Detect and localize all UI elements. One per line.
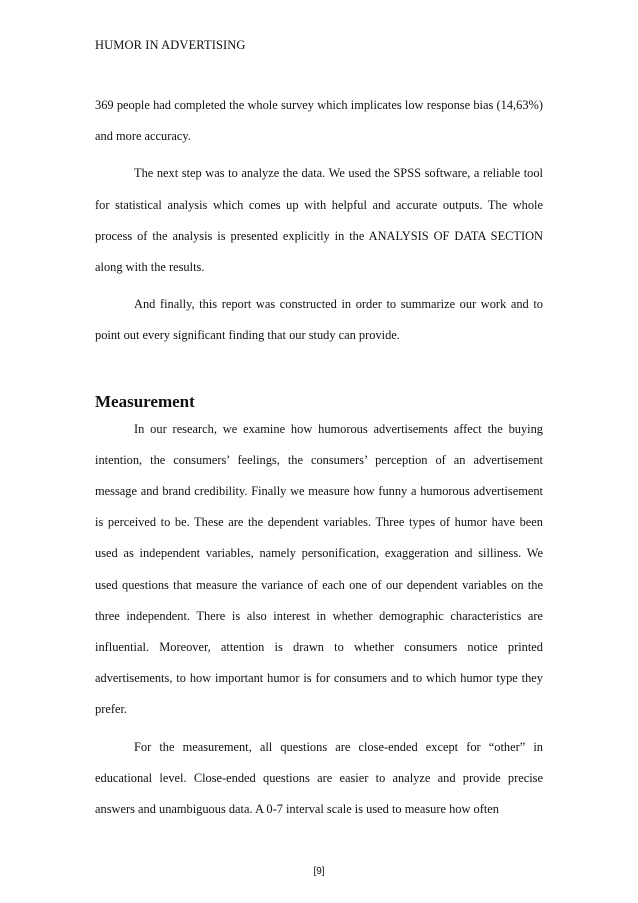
running-header: HUMOR IN ADVERTISING — [95, 38, 246, 52]
paragraph-measurement-variables: In our research, we examine how humorous advertisements affect the buying intention, the consumers’ feelings, the consumers’ perception of an advertisement message and brand credibility. Finally we measure how funny a humorous advertisement is perceived to be. These are the dependent variables. Three types of humor have been used as independent variables, namely personification, exaggeration and silliness. We used questions that measure the variance of each one of our dependent variables on the three independent. There is also interest in whether demographic characteristics are influential. Moreover, attention is drawn to whether consumers notice printed advertisements, to how important humor is for consumers and to which humor type they prefer. — [95, 421, 543, 717]
paragraph-report-summary: And finally, this report was constructed in order to summarize our work and to point out every significant finding that our study can provide. — [95, 297, 543, 343]
paragraph-data-analysis: The next step was to analyze the data. We used the SPSS software, a reliable tool for statistical analysis which comes up with helpful and accurate outputs. The whole process of the analysis is presented explicitly in the ANALYSIS OF DATA SECTION along with the results. — [95, 166, 543, 275]
section-heading-measurement: Measurement — [95, 391, 195, 411]
measurement-section — [95, 391, 543, 826]
document-body — [95, 90, 543, 825]
paragraph-response-bias: 369 people had completed the whole survey which implicates low response bias (14,63%) and more accuracy. — [95, 98, 543, 144]
page-number: [9] — [313, 866, 325, 877]
paragraph-measurement-questions: For the measurement, all questions are close-ended except for “other” in educational level. Close-ended questions are easier to analyze and provide precise answers and unambiguous data. A 0-7 interval scale is used to measure how often — [95, 739, 543, 817]
